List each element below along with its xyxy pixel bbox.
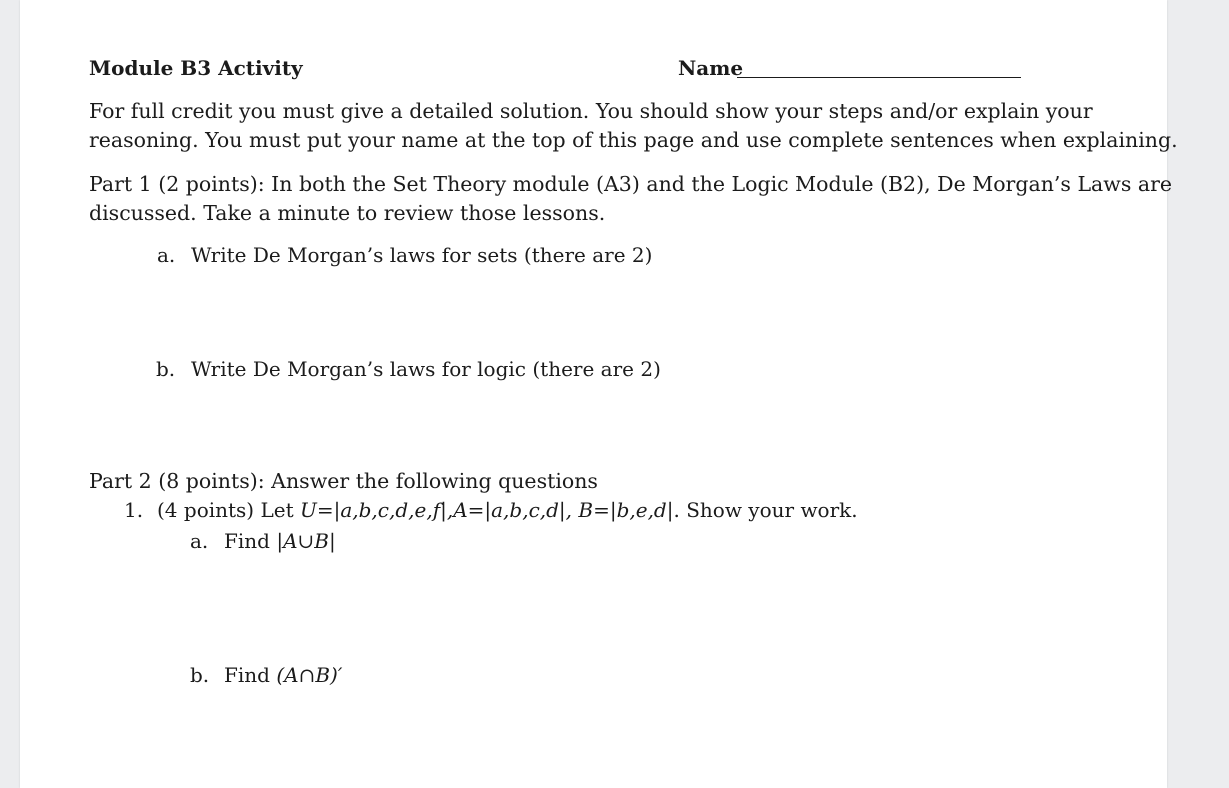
part1-item-a-text: Write De Morgan’s laws for sets (there are 2) [191,243,653,267]
question-1a-expression: |A∪B| [276,529,336,553]
question-1b-text [224,661,342,689]
part1-item-a-marker: a. [157,243,176,267]
part1-intro-line-1: Part 1 (2 points): In both the Set Theory module (A3) and the Logic Module (B2), De Morgan’s Laws are [89,172,1173,196]
part2-heading: Part 2 (8 points): Answer the following questions [89,469,598,493]
question-1b-marker: b. [190,663,210,687]
name-label: Name [678,56,744,80]
question-1a-text [224,527,336,555]
question-1-prefix: (4 points) Let [157,498,300,522]
question-1b-label: Find [224,663,270,687]
document-page [20,0,1178,788]
question-1a-marker: a. [190,529,209,553]
part1-item-b-marker: b. [156,357,176,381]
question-1a-label: Find [224,529,270,553]
instructions-line-2: reasoning. You must put your name at the top of this page and use complete sentences when explaining. [89,128,1178,152]
question-1-text [157,496,858,524]
question-1-set-definitions: U=|a,b,c,d,e,f|,A=|a,b,c,d|, B=|b,e,d| [299,498,674,522]
instructions-line-1: For full credit you must give a detailed solution. You should show your steps and/or explain your [89,99,1093,123]
question-1b-expression: (A∩B)′ [276,663,343,687]
page-title: Module B3 Activity [89,56,303,80]
part1-intro-line-2: discussed. Take a minute to review those lessons. [89,201,606,225]
name-blank-line [737,77,1021,78]
part1-item-b-text: Write De Morgan’s laws for logic (there are 2) [191,357,661,381]
question-1-suffix: . Show your work. [673,498,858,522]
question-1-marker: 1. [124,498,144,522]
